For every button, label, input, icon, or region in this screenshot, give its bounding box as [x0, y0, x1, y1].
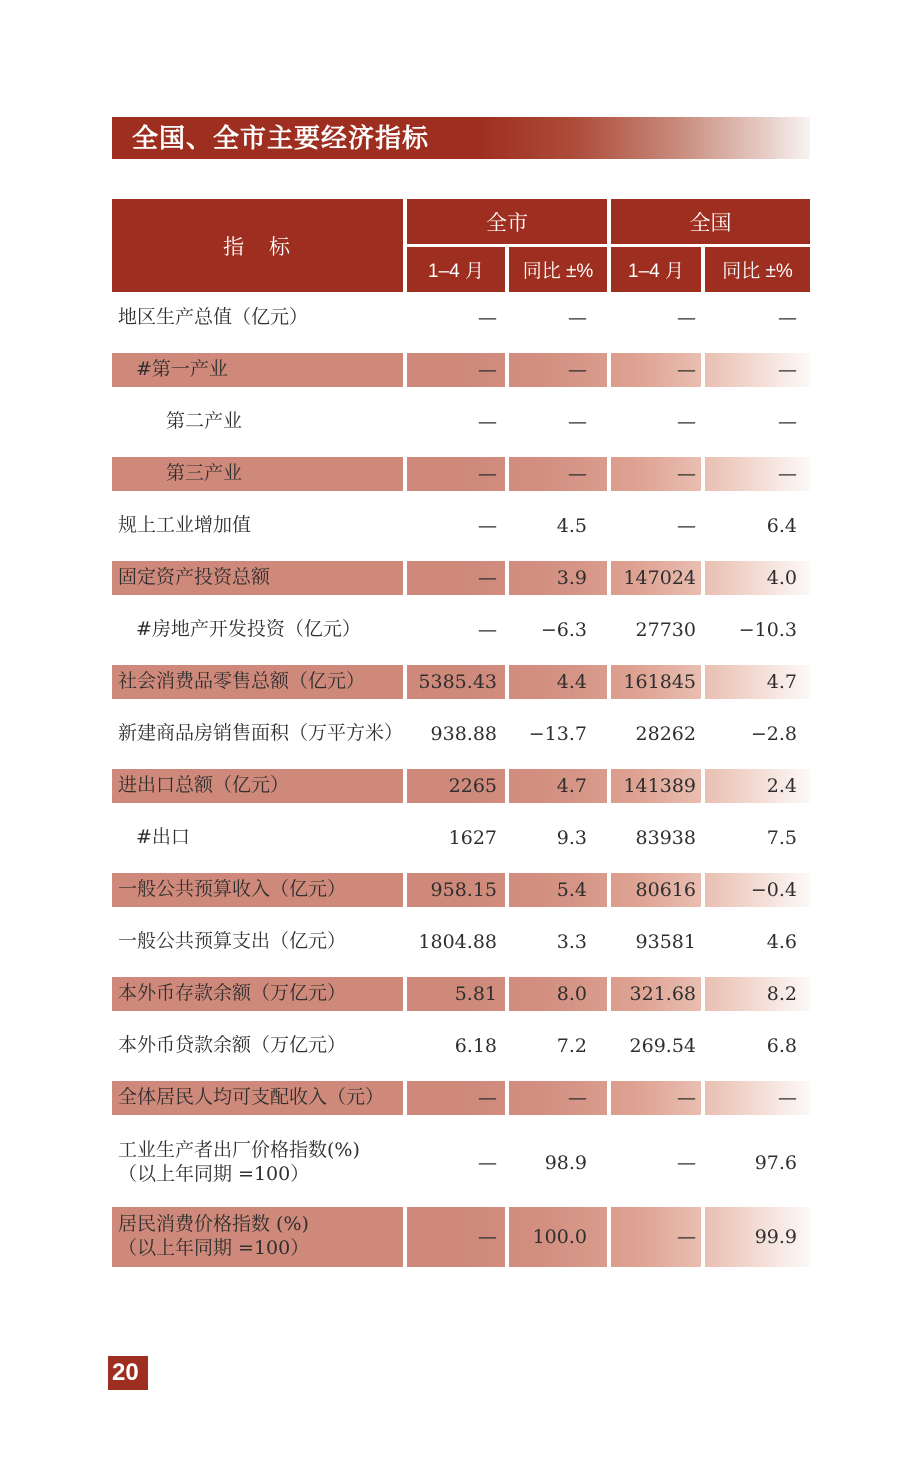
city-yoy-value: 100.0	[532, 1226, 587, 1248]
city-yoy-value: 8.0	[556, 983, 587, 1005]
national-yoy-value: —	[778, 411, 797, 433]
table-body	[112, 292, 810, 1272]
row-label: 本外币贷款余额（万亿元）	[118, 1034, 347, 1057]
national-period-value: —	[677, 1152, 696, 1174]
row-label: 一般公共预算收入（亿元）	[118, 878, 347, 901]
row-label: #第一产业	[136, 358, 228, 381]
table-row-band	[112, 1207, 810, 1267]
table-row	[112, 1072, 810, 1124]
table-row-band	[112, 457, 810, 491]
city-period-value: 1627	[448, 827, 497, 849]
row-label: 全体居民人均可支配收入（元）	[118, 1086, 385, 1109]
national-period-value: 28262	[635, 723, 696, 745]
row-label: 地区生产总值（亿元）	[118, 306, 309, 329]
header-national-yoy: 同比 ±%	[705, 247, 810, 292]
national-period-value: 269.54	[629, 1035, 696, 1057]
table-row-band	[112, 977, 810, 1011]
row-label: 一般公共预算支出（亿元）	[118, 930, 347, 953]
header-group-national: 全国	[611, 199, 810, 244]
header-national-period: 1–4 月	[611, 247, 701, 292]
table-row	[112, 864, 810, 916]
city-period-value: 938.88	[430, 723, 497, 745]
national-yoy-value: —	[778, 463, 797, 485]
national-yoy-value: —	[778, 359, 797, 381]
city-period-value: —	[478, 307, 497, 329]
city-period-value: 1804.88	[418, 931, 497, 953]
national-period-value: 27730	[635, 619, 696, 641]
row-label: 进出口总额（亿元）	[118, 774, 290, 797]
national-period-value: —	[677, 1226, 696, 1248]
city-period-value: —	[478, 1087, 497, 1109]
table-row-band	[112, 873, 810, 907]
city-yoy-value: 98.9	[544, 1152, 587, 1174]
table-row	[112, 604, 810, 656]
national-yoy-value: —	[778, 307, 797, 329]
national-period-value: 147024	[623, 567, 696, 589]
table-row-band	[112, 613, 810, 647]
header-group-row	[403, 199, 810, 244]
row-label-line2: （以上年同期 =100）	[118, 1237, 310, 1259]
row-label: 第二产业	[166, 410, 243, 433]
table-row-band	[112, 1081, 810, 1115]
header-city-yoy: 同比 ±%	[509, 247, 607, 292]
table-row	[112, 656, 810, 708]
row-label: #出口	[136, 826, 190, 849]
row-label: #房地产开发投资（亿元）	[136, 618, 361, 641]
city-yoy-value: —	[568, 1087, 587, 1109]
national-period-value: —	[677, 411, 696, 433]
city-yoy-value: —	[568, 411, 587, 433]
city-period-value: 958.15	[430, 879, 497, 901]
national-period-value: —	[677, 359, 696, 381]
city-yoy-value: 7.2	[556, 1035, 587, 1057]
national-yoy-value: 6.8	[766, 1035, 797, 1057]
city-period-value: —	[478, 567, 497, 589]
table-row	[112, 1124, 810, 1202]
table-row	[112, 1020, 810, 1072]
table-row	[112, 292, 810, 344]
table-row	[112, 760, 810, 812]
header-group-city: 全市	[407, 199, 607, 244]
national-period-value: 321.68	[629, 983, 696, 1005]
city-period-value: —	[478, 1226, 497, 1248]
national-period-value: —	[677, 1087, 696, 1109]
city-period-value: 2265	[448, 775, 497, 797]
national-yoy-value: 2.4	[766, 775, 797, 797]
table-row	[112, 1202, 810, 1272]
header-sub-row	[403, 247, 810, 292]
table-row	[112, 500, 810, 552]
national-period-value: —	[677, 515, 696, 537]
city-period-value: 5.81	[454, 983, 497, 1005]
table-row-band	[112, 1029, 810, 1063]
table-row-band	[112, 717, 810, 751]
row-label: 新建商品房销售面积（万平方米）	[118, 722, 404, 745]
indicators-table	[112, 199, 810, 1272]
row-label-line1: 工业生产者出厂价格指数(%)	[118, 1139, 360, 1162]
city-period-value: —	[478, 619, 497, 641]
city-yoy-value: 5.4	[556, 879, 587, 901]
table-row	[112, 552, 810, 604]
table-row-band	[112, 509, 810, 543]
table-header	[112, 199, 810, 292]
row-label: 第三产业	[166, 462, 243, 485]
row-label-line1: 居民消费价格指数 (%)	[118, 1213, 309, 1236]
city-yoy-value: 4.7	[556, 775, 587, 797]
table-row	[112, 708, 810, 760]
national-period-value: 83938	[635, 827, 696, 849]
national-yoy-value: −0.4	[750, 879, 797, 901]
row-label: 规上工业增加值	[118, 514, 252, 537]
table-row-band	[112, 301, 810, 335]
city-yoy-value: 3.3	[556, 931, 587, 953]
row-label	[112, 1213, 403, 1261]
section-title: 全国、全市主要经济指标	[132, 123, 430, 153]
table-row-band	[112, 561, 810, 595]
table-row	[112, 396, 810, 448]
national-yoy-value: 7.5	[766, 827, 797, 849]
table-row	[112, 448, 810, 500]
city-period-value: —	[478, 463, 497, 485]
city-yoy-value: —	[568, 359, 587, 381]
table-row-band	[112, 925, 810, 959]
national-yoy-value: —	[778, 1087, 797, 1109]
city-yoy-value: −13.7	[528, 723, 587, 745]
city-period-value: —	[478, 359, 497, 381]
national-yoy-value: −10.3	[738, 619, 797, 641]
page-number: 20	[112, 1359, 139, 1386]
header-indicator: 指 标	[112, 199, 403, 292]
national-period-value: —	[677, 307, 696, 329]
national-yoy-value: 99.9	[754, 1226, 797, 1248]
table-row-band	[112, 353, 810, 387]
row-label-line2: （以上年同期 =100）	[118, 1163, 310, 1185]
city-period-value: —	[478, 411, 497, 433]
national-yoy-value: 8.2	[766, 983, 797, 1005]
city-period-value: 5385.43	[418, 671, 497, 693]
city-yoy-value: 3.9	[556, 567, 587, 589]
table-row-band	[112, 1124, 810, 1202]
national-period-value: —	[677, 463, 696, 485]
table-row	[112, 916, 810, 968]
city-yoy-value: −6.3	[540, 619, 587, 641]
city-period-value: 6.18	[454, 1035, 497, 1057]
row-label: 本外币存款余额（万亿元）	[118, 982, 347, 1005]
header-city-period: 1–4 月	[407, 247, 505, 292]
table-row	[112, 344, 810, 396]
row-label: 固定资产投资总额	[118, 566, 271, 589]
table-row-band	[112, 405, 810, 439]
section-title-bar	[112, 117, 810, 159]
national-yoy-value: 6.4	[766, 515, 797, 537]
city-yoy-value: 9.3	[556, 827, 587, 849]
page-number-badge	[108, 1356, 148, 1390]
row-label	[112, 1139, 403, 1187]
header-value-columns	[403, 199, 810, 292]
table-row-band	[112, 769, 810, 803]
national-yoy-value: 97.6	[754, 1152, 797, 1174]
table-row	[112, 812, 810, 864]
national-period-value: 161845	[623, 671, 696, 693]
national-period-value: 141389	[623, 775, 696, 797]
city-yoy-value: —	[568, 463, 587, 485]
national-period-value: 93581	[635, 931, 696, 953]
table-row-band	[112, 665, 810, 699]
national-yoy-value: 4.6	[766, 931, 797, 953]
national-yoy-value: 4.0	[766, 567, 797, 589]
table-row-band	[112, 821, 810, 855]
national-yoy-value: −2.8	[750, 723, 797, 745]
national-yoy-value: 4.7	[766, 671, 797, 693]
city-period-value: —	[478, 515, 497, 537]
table-row	[112, 968, 810, 1020]
city-yoy-value: —	[568, 307, 587, 329]
city-yoy-value: 4.5	[556, 515, 587, 537]
national-period-value: 80616	[635, 879, 696, 901]
city-period-value: —	[478, 1152, 497, 1174]
row-label: 社会消费品零售总额（亿元）	[118, 670, 366, 693]
city-yoy-value: 4.4	[556, 671, 587, 693]
